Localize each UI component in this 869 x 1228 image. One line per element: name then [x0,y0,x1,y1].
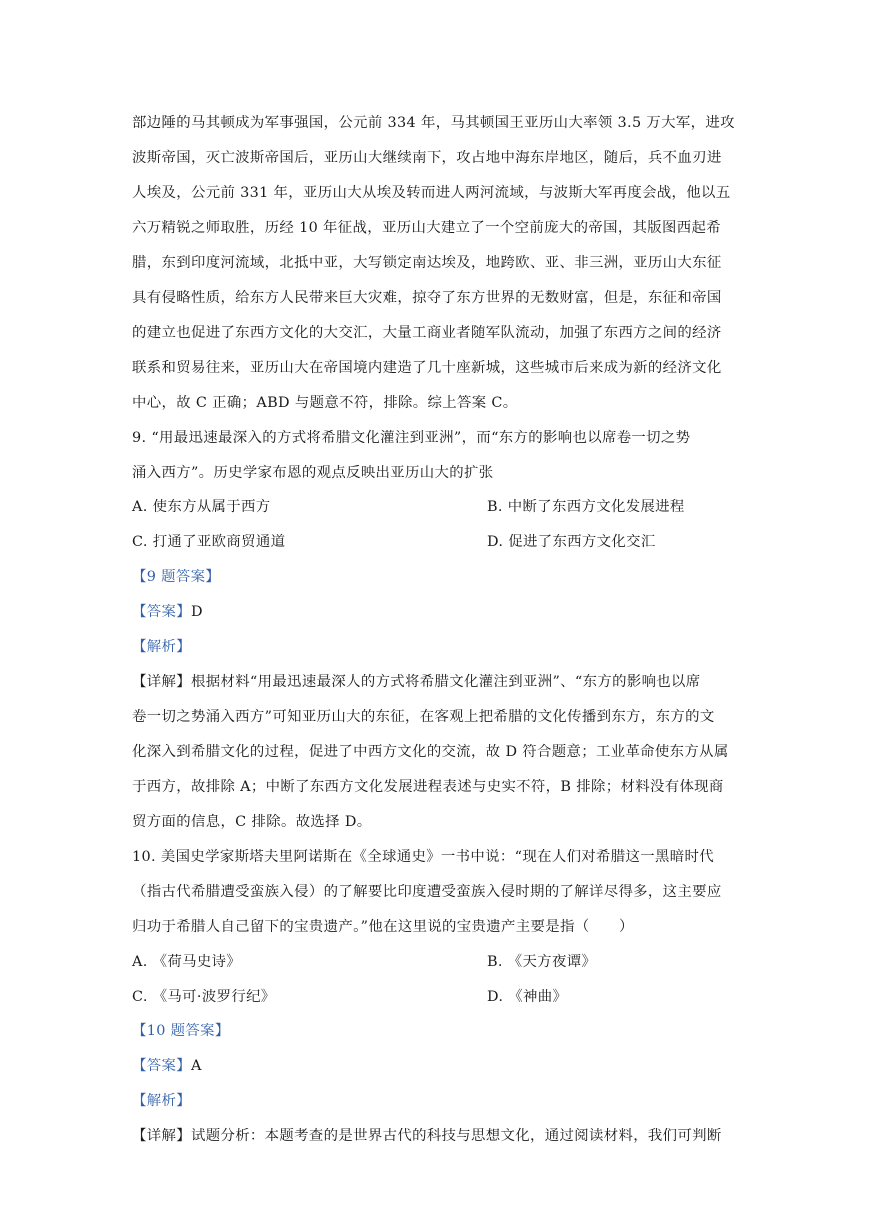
q10-option-b: B. 《天方夜谭》 [487,954,597,970]
answer-value: A [190,1058,202,1074]
q9-option-a: A. 使东方从属于西方 [132,499,271,515]
paragraph-line: 波斯帝国，灭亡波斯帝国后，亚历山大继续南下，攻占地中海东岸地区，随后，兵不血刃进 [132,150,722,166]
question-10-stem: 10. 美国史学家斯塔夫里阿诺斯在《全球通史》一书中说：“现在人们对希腊这一黑暗时代 [132,849,714,865]
answer-label: 【答案】 [132,1058,191,1074]
q9-detail-line: 化深入到希腊文化的过程，促进了中西方文化的交流，故 D 符合题意；工业革命使东方从属 [132,744,729,760]
q9-analysis-label: 【解析】 [132,639,191,655]
q9-option-b: B. 中断了东西方文化发展进程 [487,499,685,515]
question-9-stem: 涌入西方”。历史学家布恩的观点反映出亚历山大的扩张 [132,465,494,481]
paragraph-line: 部边陲的马其顿成为军事强国，公元前 334 年，马其顿国王亚历山大率领 3.5 万大军，进攻 [132,115,735,131]
detail-text: 根据材料“用最迅速最深人的方式将希腊文化灌注到亚洲”、“东方的影响也以席 [190,674,701,690]
q10-analysis-label: 【解析】 [132,1093,191,1109]
detail-label: 【详解】 [132,674,191,690]
paragraph-line: 六万精锐之师取胜，历经 10 年征战，亚历山大建立了一个空前庞大的帝国，其版图西起希 [132,220,722,236]
question-10-stem: （指古代希腊遭受蛮族入侵）的了解要比印度遭受蛮族入侵时期的了解详尽得多，这主要应 [132,884,722,900]
question-10-stem: 归功于希腊人自己留下的宝贵遗产。”他在这里说的宝贵遗产主要是指（ ） [132,919,634,935]
q9-answer [132,602,742,622]
q9-answer-header: 【9 题答案】 [132,569,221,585]
q9-detail-line [132,672,742,692]
paragraph-line: 联系和贸易往来，亚历山大在帝国境内建造了几十座新城，这些城市后来成为新的经济文化 [132,360,722,376]
q10-option-d: D. 《神曲》 [487,989,568,1005]
answer-value: D [190,604,203,620]
q9-detail-line: 贸方面的信息，C 排除。故选择 D。 [132,814,372,830]
paragraph-line: 的建立也促进了东西方文化的大交汇，大量工商业者随军队流动，加强了东西方之间的经济 [132,325,722,341]
q9-option-d: D. 促进了东西方文化交汇 [487,534,656,550]
q9-detail-line: 于西方，故排除 A；中断了东西方文化发展进程表述与史实不符，B 排除；材料没有体现商 [132,779,724,795]
q10-detail-line [132,1126,742,1146]
q10-answer [132,1056,742,1076]
paragraph-line: 人埃及，公元前 331 年，亚历山大从埃及转而进人两河流域，与波斯大军再度会战，他以五 [132,185,731,201]
paragraph-line: 腊，东到印度河流域，北抵中亚，大写锁定南达埃及，地跨欧、亚、非三洲，亚历山大东征 [132,255,722,271]
q9-detail-line: 卷一切之势涌入西方”可知亚历山大的东征，在客观上把希腊的文化传播到东方，东方的文 [132,709,715,725]
answer-label: 【答案】 [132,604,191,620]
detail-label: 【详解】 [132,1128,191,1144]
q10-option-c: C. 《马可·波罗行纪》 [132,989,276,1005]
q10-answer-header: 【10 题答案】 [132,1023,230,1039]
detail-text: 试题分析：本题考查的是世界古代的科技与思想文化，通过阅读材料，我们可判断 [190,1128,722,1144]
question-9-stem: 9. “用最迅速最深入的方式将希腊文化灌注到亚洲”，而“东方的影响也以席卷一切之势 [132,430,691,446]
q10-option-a: A. 《荷马史诗》 [132,954,242,970]
paragraph-line: 中心，故 C 正确；ABD 与题意不符，排除。综上答案 C。 [132,395,518,411]
q9-option-c: C. 打通了亚欧商贸通道 [132,534,286,550]
paragraph-line: 具有侵略性质，给东方人民带来巨大灾难，掠夺了东方世界的无数财富，但是，东征和帝国 [132,290,722,306]
